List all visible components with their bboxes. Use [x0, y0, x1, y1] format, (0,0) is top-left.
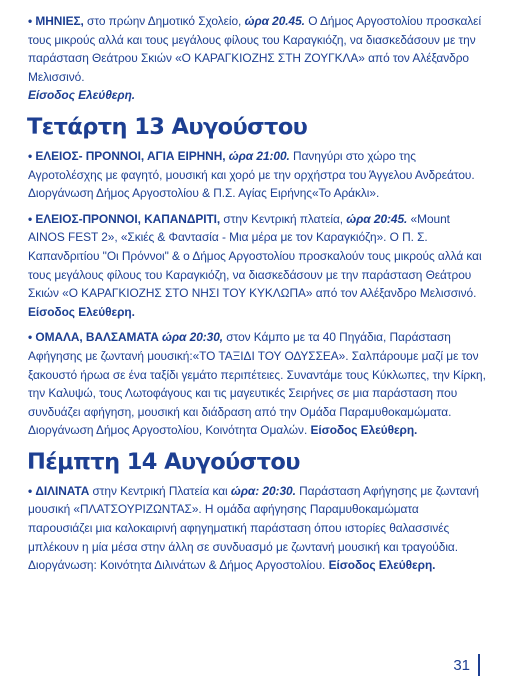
day-heading-wednesday: Τετάρτη 13 Αυγούστου	[27, 113, 308, 140]
event-text: «Mount AINOS FEST 2», «Σκιές & Φαντασία - Μια μέρα με τον Καραγκιόζη». Ο Π. Σ. Καπανδριτίου "Οι Πρόννοι" & ο Δήμος Αργοστολίου προσκαλούν τους μικρούς αλλά και τους μεγάλους φίλους του Καραγκιόζη, να διασκεδάσουν με την παράσταση Θεάτρου Σκιών «Ο ΚΑΡΑΓΚΙΟΖΗΣ ΣΤΟ ΝΗΣΙ ΤΟΥ ΚΥΚΛΩΠΑ» από τον Αλέξανδρο Μελισσινό.	[28, 211, 482, 301]
event-time: ώρα 20:45.	[346, 211, 408, 226]
event-entry: Είσοδος Ελεύθερη.	[310, 423, 418, 438]
event-text: Ο Δήμος Αργοστολίου προσκαλεί τους μικρούς αλλά και τους μεγάλους φίλους του Καραγκιόζη, να διασκεδάσουν με την παράσταση Θεάτρου Σκιών «Ο ΚΑΡΑΓΚΙΟΖΗΣ ΣΤΗ ΖΟΥΓΚΛΑ» από τον Αλέξανδρο Μελισσινό.	[28, 14, 482, 84]
event-time: ώρα 20:30,	[162, 330, 224, 345]
event-dilinata	[28, 482, 486, 575]
event-text: στην Κεντρική Πλατεία και	[89, 483, 231, 498]
event-text: Πανηγύρι στο χώρο της Αγροτολέσχης με φαγητό, μουσική και χορό με την ορχήστρα του Άγγελου Ανδρεάτου. Διοργάνωση Δήμος Αργοστολίου & Π.Σ. Αγίας Ειρήνης«Το Αράκλι».	[28, 148, 475, 201]
bullet: •	[28, 14, 33, 28]
event-time: ώρα: 20:30.	[230, 483, 296, 498]
event-kapandriti	[28, 210, 486, 322]
event-title: ΟΜΑΛΑ, ΒΑΛΣΑΜΑΤΑ	[35, 330, 159, 345]
bullet: •	[28, 330, 33, 345]
event-valsamata	[28, 328, 486, 440]
event-mhnies	[28, 12, 486, 105]
event-text: στο πρώην Δημοτικό Σχολείο,	[83, 14, 245, 28]
event-agia-eirini	[28, 147, 486, 203]
event-title: ΜΗΝΙΕΣ,	[35, 14, 84, 28]
event-title: ΕΛΕΙΟΣ-ΠΡΟΝΝΟΙ, ΚΑΠΑΝΔΡΙΤΙ,	[35, 211, 221, 226]
event-title: ΕΛΕΙΟΣ- ΠΡΟΝΝΟΙ, ΑΓΙΑ ΕΙΡΗΝΗ,	[35, 148, 226, 163]
event-text: στον Κάμπο με τα 40 Πηγάδια, Παράσταση Αφήγησης με ζωντανή μουσική:«ΤΟ ΤΑΞΙΔΙ ΤΟΥ ΟΔΥΣΣΕΑ». Σαλπάρουμε μαζί με τον ξακουστό ήρωα σε ένα ταξίδι γεμάτο περιπέτειες. Συναντάμε τους Κύκλωπες, την Κίρκη, την Καλυψώ, τους Λωτοφάγους και τις μαγευτικές Σειρήνες σε μια παράσταση που συνδυάζει αφήγηση, μουσική και διάδραση από την Ομάδα Παραμυθοκαμώματα. Διοργάνωση Δήμος Αργοστολίου, Κοινότητα Ομαλών.	[28, 330, 486, 438]
page-number: 31	[453, 657, 470, 674]
event-title: ΔΙΛΙΝΑΤΑ	[35, 483, 90, 498]
event-entry: Είσοδος Ελεύθερη.	[28, 88, 136, 103]
event-time: ώρα 20.45.	[244, 14, 305, 28]
event-entry: Είσοδος Ελεύθερη.	[28, 304, 135, 319]
day-heading-thursday: Πέμπτη 14 Αυγούστου	[27, 448, 300, 475]
bullet: •	[28, 483, 33, 498]
page-number-bar	[478, 654, 480, 676]
bullet: •	[28, 211, 33, 226]
event-entry: Είσοδος Ελεύθερη.	[328, 558, 436, 573]
event-time: ώρα 21:00.	[228, 148, 290, 163]
event-text: Παράσταση Αφήγησης με ζωντανή μουσική «ΠΛΑΤΣΟΥΡΙΖΩΝΤΑΣ». Η ομάδα αφήγησης Παραμυθοκαμώματα παρουσιάζει μια καλοκαιρινή αφηγηματική παράσταση όπου ιστορίες θαλασσινές μπλέκουν η μία μέσα στην άλλη σε συνδυασμό με ζωντανή μουσική και τραγούδια. Διοργάνωση: Κοινότητα Διλινάτων & Δήμος Αργοστολίου.	[28, 483, 479, 573]
event-text: στην Κεντρική πλατεία,	[220, 211, 347, 226]
bullet: •	[28, 148, 33, 163]
page-content	[28, 12, 486, 582]
